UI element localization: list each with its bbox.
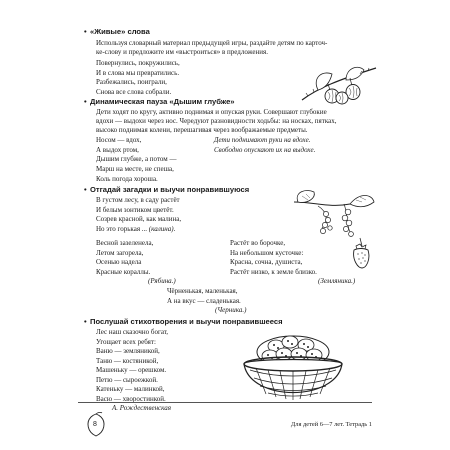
riddle-line: Чёрненькая, маленькая, [167,287,238,295]
section-title-poems: • Послушай стихотворения и выучи понравившееся [84,317,283,326]
page-number: 8 [93,421,97,428]
poem-line: Петю — сыроежкой. [96,376,158,384]
poem-line: Коль погода хороша. [96,175,158,183]
poem-line: Марш на месте, не спеша, [96,165,174,173]
poem-line: Носом — вдох, [96,136,142,144]
poem-line: Снова все слова собрали. [96,88,172,96]
poem-line: А выдох ртом, [96,146,139,154]
riddle-answer: (калина) [148,225,174,233]
strawberry-illustration [346,236,376,270]
riddle-answer: (Рябина.) [148,277,176,285]
footer-rule [78,402,372,403]
poem-line: Угощает всех ребят: [96,338,156,346]
gooseberry-illustration [298,60,380,106]
section-title-living-words: • «Живые» слова [84,27,150,36]
poem-line: Таню — костяникой, [96,357,159,365]
footer-title: Для детей 6—7 лет. Тетрадь 1 [290,421,372,428]
section-title-riddles: • Отгадай загадки и выучи понравившуюся [84,185,250,194]
riddle-answer: (Черника.) [215,306,247,314]
riddle-line: Растёт во борочке, [230,239,286,247]
poem-line: Ваню — земляникой, [96,347,160,355]
riddle-line: Красна, сочна, душиста, [230,258,303,266]
riddle-line: Созрев красной, как малина, [96,215,182,223]
riddle-answer: (Земляника.) [318,277,356,285]
section2-intro: Дети ходят по кругу, активно поднимая и опуская руки. Совершают глубокие вдохи — выдохи через нос. Чередуют разновидности ходьбы: на носках, пятках, высоко поднимая колени, перешагивая через воображаемые предметы. [96,108,337,135]
poem-line: Катеньку — малинкой, [96,385,165,393]
riddle-line: На небольшом кусточке: [230,249,304,257]
riddle-line: Красные кораллы. [96,268,151,276]
basket-illustration [226,324,360,414]
section1-intro: Используя словарный материал предыдущей игры, раздайте детям по карточ- ке-слову и предложите им «выстроиться» в предложения. [96,39,328,57]
section-title-breathing-pause: • Динамическая пауза «Дышим глубже» [84,97,235,106]
riddle-line: Но это горькая ... (калина). [96,225,176,233]
riddle-line: В густом лесу, в саду растёт [96,196,180,204]
poem-line: И в слова мы превратились. [96,69,180,77]
riddle-line: Осенью надела [96,258,142,266]
poem-line: Разбежались, поиграли, [96,78,167,86]
riddle-line: Растёт низко, к земле близко. [230,268,317,276]
poem-author: А. Рождественская [112,404,172,412]
riddle-line: А на вкус — сладенькая. [167,297,241,305]
berry-branch-illustration [290,188,376,240]
poem-line: Дышим глубже, а потом — [96,155,177,163]
poem-line: Повернулись, покружились, [96,59,180,67]
poem-line: Васю — хворостинкой. [96,395,166,403]
poem-line: Машеньку — орешком. [96,366,167,374]
poem-line: Лес наш сказочно богат, [96,328,169,336]
movement-note: Свободно опускают их на выдохе. [214,146,316,154]
movement-note: Дети поднимают руки на вдохе. [214,136,311,144]
riddle-line: И белым зонтиком цветёт. [96,206,174,214]
riddle-line: Весной зазеленела, [96,239,154,247]
riddle-line: Летом загорела, [96,249,144,257]
